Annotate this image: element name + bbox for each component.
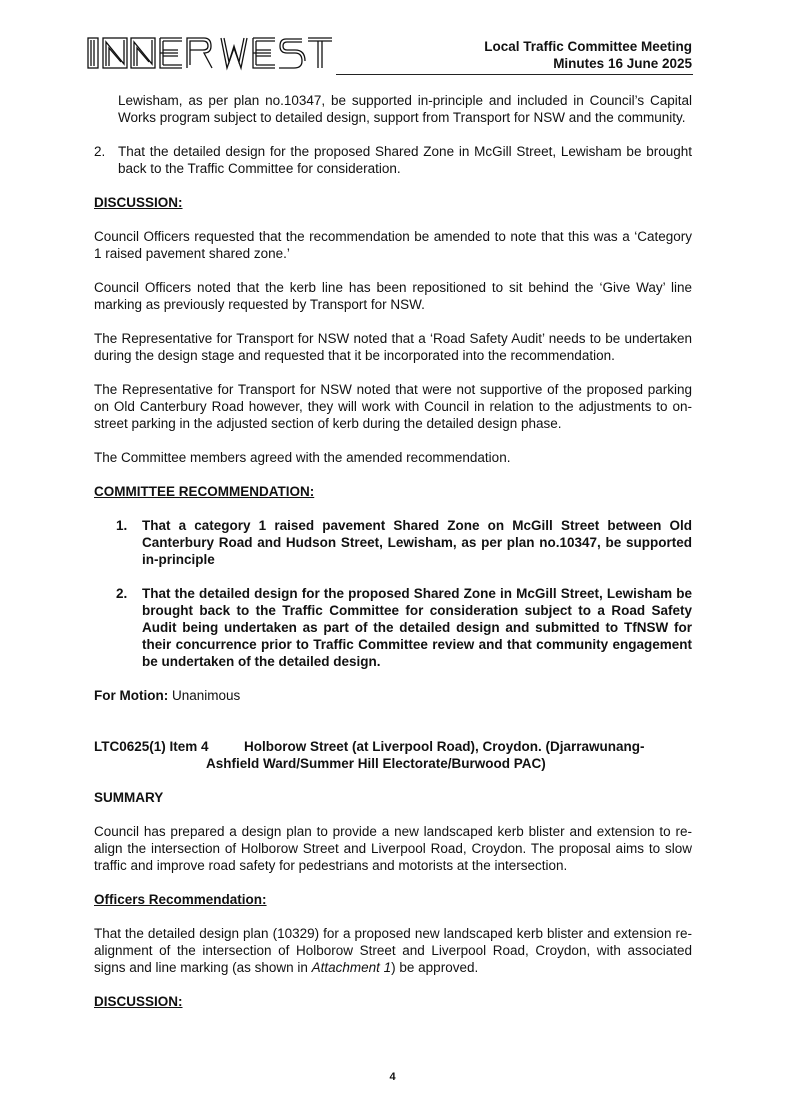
minutes-date: Minutes 16 June 2025 (553, 56, 692, 71)
page-body (94, 92, 692, 1010)
inner-west-logo (86, 34, 336, 74)
header-title-block (484, 38, 692, 72)
item-text: That a category 1 raised pavement Shared Zone on McGill Street between Old Canterbury Road and Hudson Street, Lewisham, as per plan no.10347, be supported in-principle (142, 518, 692, 567)
discussion-heading-2: DISCUSSION: (94, 994, 183, 1009)
committee-item-2 (116, 585, 692, 670)
header-divider (336, 74, 693, 75)
discussion-paragraph: Council Officers requested that the recommendation be amended to note that this was a ‘Category 1 raised pavement shared zone.’ (94, 229, 692, 261)
committee-recommendation-list (116, 517, 692, 670)
discussion-paragraph: The Committee members agreed with the amended recommendation. (94, 450, 511, 465)
officers-recommendation-text (94, 925, 692, 976)
item-text: That the detailed design for the proposed Shared Zone in McGill Street, Lewisham be brought back to the Traffic Committee for consideration subject to a Road Safety Audit being undertaken as part of the detailed design and submitted to TfNSW for their concurrence prior to Traffic Committee review and that community engagement be undertaken of the detailed design. (142, 586, 692, 669)
motion-line (94, 687, 692, 704)
meeting-title: Local Traffic Committee Meeting (484, 39, 692, 54)
motion-value: Unanimous (172, 688, 241, 703)
committee-recommendation-heading: COMMITTEE RECOMMENDATION: (94, 484, 315, 499)
continued-recommendation: Lewisham, as per plan no.10347, be supported in-principle and included in Council’s Capital Works program subject to detailed design, support from Transport for NSW and the community. (118, 93, 692, 125)
summary-text: Council has prepared a design plan to provide a new landscaped kerb blister and extension to re-align the intersection of Holborow Street and Liverpool Road, Croydon. The proposal aims to slow traffic and improve road safety for pedestrians and motorists at the intersection. (94, 824, 692, 873)
officers-text: That the detailed design plan (10329) for a proposed new landscaped kerb blister and extension re-alignment of the intersection of Holborow Street and Liverpool Road, Croydon, with associated signs and line marking (as shown in (94, 926, 692, 975)
page-number: 4 (389, 1071, 396, 1083)
officers-text-end: ) be approved. (391, 960, 479, 975)
item-text: That the detailed design for the proposed Shared Zone in McGill Street, Lewisham be brought back to the Traffic Committee for consideration. (118, 144, 692, 176)
item-number: 2. (116, 586, 128, 601)
item-code: LTC0625(1) Item 4 (94, 739, 209, 754)
item-title: Holborow Street (at Liverpool Road), Croydon. (Djarrawunang- (244, 739, 645, 754)
discussion-paragraph: The Representative for Transport for NSW noted that were not supportive of the proposed parking on Old Canterbury Road however, they will work with Council in relation to the adjustments to on-street parking in the adjusted section of kerb during the detailed design phase. (94, 382, 692, 431)
item-number: 2. (94, 144, 106, 159)
summary-heading: SUMMARY (94, 790, 164, 805)
committee-item-1 (116, 517, 692, 568)
item-heading (94, 738, 692, 755)
recommendation-item-2 (94, 143, 692, 177)
page-header (0, 0, 785, 80)
item-title-continued: Ashfield Ward/Summer Hill Electorate/Burwood PAC) (206, 756, 546, 771)
item-number: 1. (116, 518, 128, 533)
discussion-paragraph: The Representative for Transport for NSW noted that a ‘Road Safety Audit’ needs to be undertaken during the design stage and requested that it be incorporated into the recommendation. (94, 331, 692, 363)
discussion-paragraph: Council Officers noted that the kerb line has been repositioned to sit behind the ‘Give Way’ line marking as previously requested by Transport for NSW. (94, 280, 692, 312)
officers-recommendation-heading: Officers Recommendation: (94, 892, 267, 907)
motion-label: For Motion: (94, 688, 169, 703)
attachment-reference: Attachment 1 (311, 960, 392, 975)
discussion-heading: DISCUSSION: (94, 195, 183, 210)
